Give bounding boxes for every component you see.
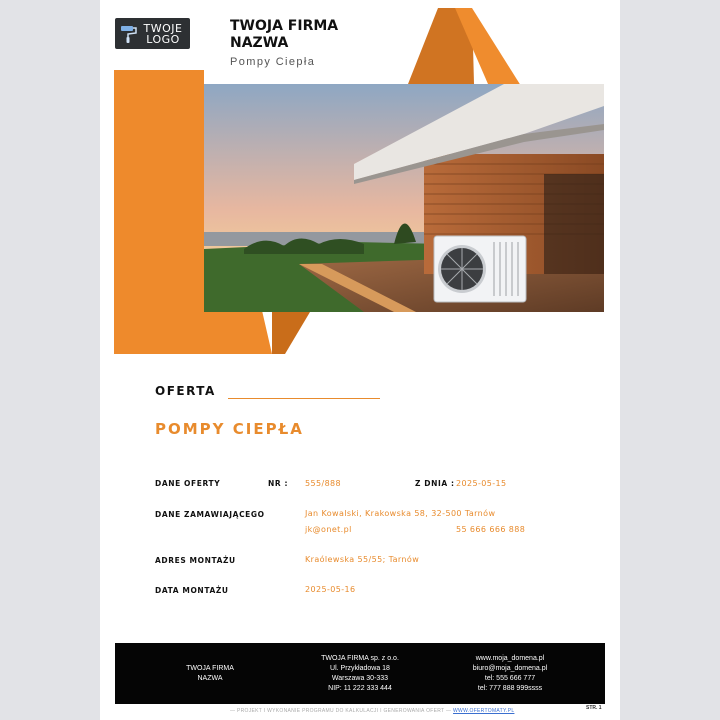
- footer-phone-2: tel: 777 888 999ssss: [477, 685, 543, 692]
- page-number: STR. 1: [586, 705, 602, 711]
- hero-photo-heat-pump: [204, 84, 604, 312]
- footer-phone-1: tel: 555 666 777: [484, 675, 536, 682]
- customer-phone: 55 666 666 888: [456, 525, 526, 534]
- page-footer: [115, 643, 605, 704]
- company-subtitle: Pompy Ciepła: [230, 56, 316, 68]
- footer-email[interactable]: biuro@moja_domena.pl: [472, 665, 548, 672]
- install-date-label: DATA MONTAŻU: [155, 586, 229, 595]
- customer-email: jk@onet.pl: [305, 525, 352, 534]
- offer-title-underline: [228, 398, 380, 399]
- offer-number-label: NR :: [268, 479, 289, 488]
- footer-company-name: [165, 664, 255, 684]
- company-name-line-2: NAZWA: [230, 35, 289, 51]
- footer-address-line-1: TWOJA FIRMA sp. z o.o.: [321, 655, 399, 662]
- offer-number-value: 555/888: [305, 479, 342, 488]
- footer-address-line-3: Warszawa 30-333: [331, 675, 389, 682]
- document-page: [100, 0, 620, 720]
- footer-nip: NIP: 11 222 333 444: [328, 685, 392, 692]
- install-address-label: ADRES MONTAŻU: [155, 556, 236, 565]
- logo-line-2: LOGO: [146, 32, 180, 46]
- footer-company-address: [295, 654, 425, 694]
- offer-date-value: 2025-05-15: [456, 479, 507, 488]
- footer-address-line-2: Ul. Przykładowa 18: [330, 665, 390, 672]
- credit-link[interactable]: WWW.OFERTOMATY.PL: [453, 708, 515, 714]
- install-address-value: Kraólewska 55/55; Tarnów: [305, 555, 420, 564]
- footer-website[interactable]: www.moja_domena.pl: [475, 655, 545, 662]
- logo-line-1: TWOJE: [143, 21, 183, 35]
- credit-line: [230, 708, 514, 714]
- offer-title: OFERTA: [155, 384, 216, 398]
- offer-details-label: DANE OFERTY: [155, 479, 221, 488]
- customer-label: DANE ZAMAWIAJĄCEGO: [155, 510, 265, 519]
- offer-date-label: Z DNIA :: [415, 479, 455, 488]
- footer-company-line-1: TWOJA FIRMA: [186, 665, 234, 672]
- footer-contact: [455, 654, 565, 694]
- footer-company-line-2: NAZWA: [197, 675, 223, 682]
- customer-address: Jan Kowalski, Krakowska 58, 32-500 Tarnów: [305, 509, 496, 518]
- company-name-line-1: TWOJA FIRMA: [230, 18, 339, 34]
- install-date-value: 2025-05-16: [305, 585, 356, 594]
- product-title: POMPY CIEPŁA: [155, 420, 304, 438]
- credit-text: — PROJEKT I WYKONANIE PROGRAMU DO KALKULACJI I GENEROWANIA OFERT —: [230, 708, 452, 714]
